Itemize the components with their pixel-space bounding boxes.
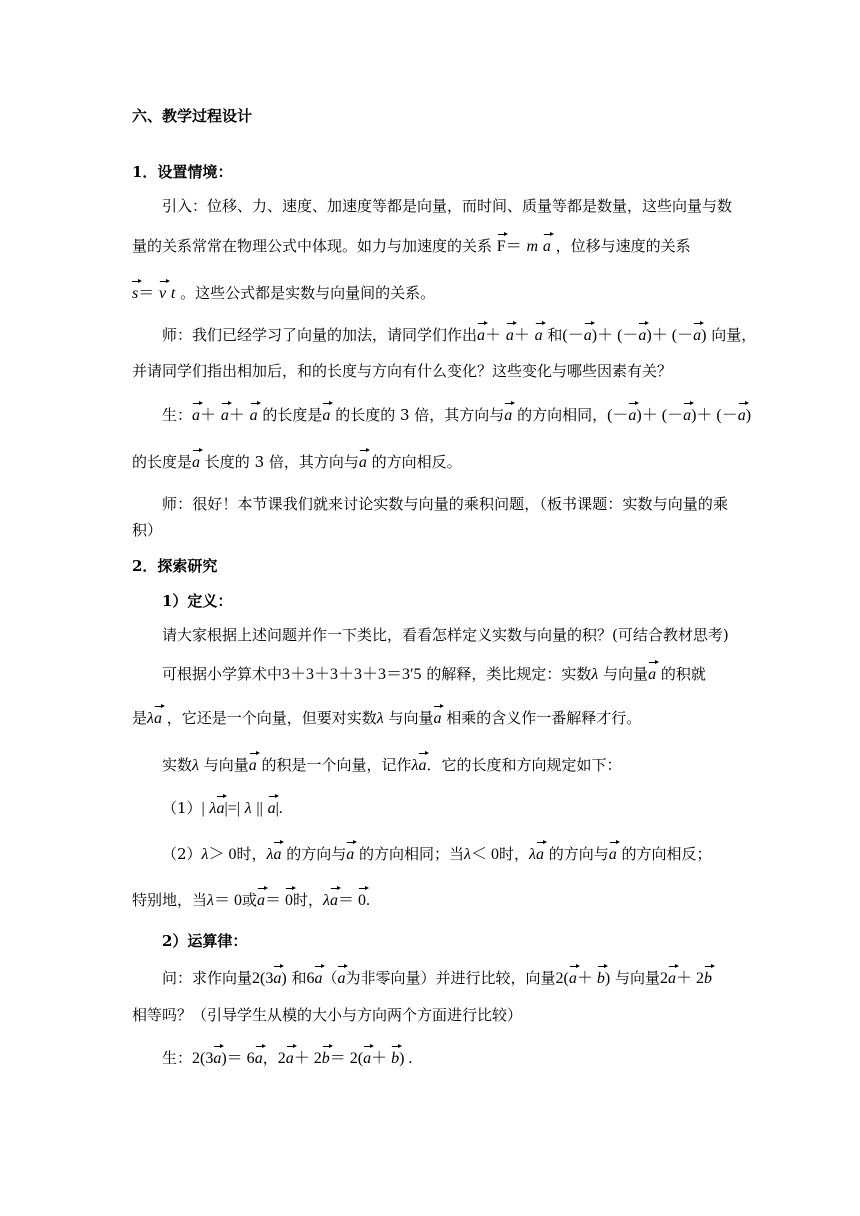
text: 实数 bbox=[162, 756, 193, 774]
text: 可根据小学算术中 bbox=[162, 665, 283, 683]
heading-definition: 1）定义： bbox=[162, 592, 233, 610]
text: 的方向相同；当 bbox=[359, 845, 465, 863]
definition-line-2: 可根据小学算术中3＋3＋3＋3＋3＝3′5 的解释，类比规定：实数λ 与向量a 的积就 bbox=[162, 665, 706, 683]
text: （ bbox=[322, 969, 338, 987]
text: 的方向相反； bbox=[621, 845, 712, 863]
teacher-line-3: 师：很好！本节课我们就来讨论实数与向量的乘积问题，（板书课题：实数与向量的乘 bbox=[162, 495, 728, 513]
text: 为非零向量）并进行比较，向量 bbox=[345, 969, 556, 987]
text: 的积是一个向量，记作 bbox=[261, 756, 412, 774]
heading-setup-situation: 1．设置情境： bbox=[132, 163, 233, 181]
intro-line-2: 量的关系常常在物理公式中体现。如力与加速度的关系 F＝ m a ，位移与速度的关系 bbox=[132, 237, 691, 255]
s-vector: s bbox=[132, 285, 139, 302]
text: 师：我们已经学习了向量的加法，请同学们作出 bbox=[162, 326, 478, 344]
text: 或 bbox=[241, 891, 257, 909]
text: 是 bbox=[132, 709, 148, 727]
text: 特别地，当 bbox=[132, 891, 208, 909]
text: 。这些公式都是实数与向量间的关系。 bbox=[180, 284, 436, 302]
student-line-2: 的长度是a 长度的 3 倍，其方向与a 的方向相反。 bbox=[132, 453, 462, 471]
text: 和 bbox=[547, 326, 563, 344]
definition-line-3: 是λa ，它还是一个向量，但要对实数λ 与向量a 相乘的含义作一番解释才行。 bbox=[132, 709, 642, 727]
text: 的长度是 bbox=[132, 453, 193, 471]
accel-vector: a bbox=[542, 238, 551, 255]
text: 量的关系常常在物理公式中体现。如力与加速度的关系 bbox=[132, 237, 493, 255]
text: 问：求作向量 bbox=[162, 969, 253, 987]
text: 的长度的 3 倍，其方向与 bbox=[335, 406, 505, 424]
text: 的方向相反。 bbox=[371, 453, 462, 471]
text: ，位移与速度的关系 bbox=[555, 237, 691, 255]
heading-explore: 2．探索研究 bbox=[132, 557, 218, 575]
question-line-2: 相等吗？（引导学生从模的大小与方向两个方面进行比较） bbox=[132, 1006, 523, 1024]
teacher-line-1: 师：我们已经学习了向量的加法，请同学们作出a＋ a＋ a 和(－a)＋ (－a)＋ (－a) 向量， bbox=[162, 326, 757, 344]
text: 与向量 bbox=[388, 709, 434, 727]
student-line-1: 生：a＋ a＋ a 的长度是a 的长度的 3 倍，其方向与a 的方向相同，(－a)＋ (－a)＋ (－a) bbox=[162, 406, 752, 424]
arithmetic-example: 3＋3＋3＋3＋3＝3′5 bbox=[282, 666, 422, 683]
text: ，它还是一个向量，但要对实数 bbox=[166, 709, 377, 727]
definition-line-1: 请大家根据上述问题并作一下类比，看看怎样定义实数与向量的积？(可结合教材思考) bbox=[162, 626, 729, 644]
question-line-1: 问：求作向量2(3a) 和6a（a为非零向量）并进行比较，向量2(a＋ b) 与向量2a＋ 2b bbox=[162, 969, 712, 987]
rule-3: 特别地，当λ＝ 0或a＝ 0时，λa＝ 0. bbox=[132, 891, 370, 909]
text: 的长度是 bbox=[262, 406, 323, 424]
definition-line-4: 实数λ 与向量a 的积是一个向量，记作λa．它的长度和方向规定如下： bbox=[162, 756, 622, 774]
teacher-line-4: 积） bbox=[132, 521, 163, 539]
force-vector: F bbox=[496, 238, 506, 255]
text: 时， bbox=[499, 845, 530, 863]
text: 长度的 3 倍，其方向与 bbox=[204, 453, 359, 471]
text: 与向量 bbox=[603, 665, 649, 683]
text: 与向量 bbox=[614, 969, 660, 987]
text: （1） bbox=[162, 799, 202, 817]
text: 相乘的含义作一番解释才行。 bbox=[446, 709, 642, 727]
text: ．它的长度和方向规定如下： bbox=[426, 756, 622, 774]
teacher-line-2: 并请同学们指出相加后，和的长度与方向有什么变化？这些变化与哪些因素有关？ bbox=[132, 362, 673, 380]
text: 时， bbox=[293, 891, 324, 909]
text: 和 bbox=[291, 969, 307, 987]
text: 的方向与 bbox=[548, 845, 609, 863]
heading-operation-laws: 2）运算律： bbox=[162, 932, 248, 950]
text: 生： bbox=[162, 1049, 193, 1067]
rule-2: （2）λ＞ 0时，λa 的方向与a 的方向相同；当λ＜ 0时，λa 的方向与a 的方向相反； bbox=[162, 845, 712, 863]
text: ， bbox=[262, 1049, 278, 1067]
text: 的方向相同， bbox=[517, 406, 608, 424]
text: 向量， bbox=[711, 326, 757, 344]
answer-line: 生：2(3a)＝ 6a，2a＋ 2b＝ 2(a＋ b) . bbox=[162, 1049, 413, 1067]
intro-line-3: s＝ v t 。这些公式都是实数与向量间的关系。 bbox=[132, 284, 436, 302]
text: 与向量 bbox=[203, 756, 249, 774]
text: （2） bbox=[162, 845, 202, 863]
text: 生： bbox=[162, 406, 193, 424]
v-vector: v bbox=[159, 285, 167, 302]
rule-1: （1）| λa|=| λ || a|. bbox=[162, 799, 283, 817]
text: 的方向与 bbox=[286, 845, 347, 863]
text: 的积就 bbox=[660, 665, 706, 683]
intro-line-1: 引入：位移、力、速度、加速度等都是向量，而时间、质量等都是数量，这些向量与数 bbox=[162, 197, 733, 215]
text: 时， bbox=[236, 845, 267, 863]
section-title: 六、教学过程设计 bbox=[132, 107, 253, 125]
text: 的解释，类比规定：实数 bbox=[426, 665, 592, 683]
